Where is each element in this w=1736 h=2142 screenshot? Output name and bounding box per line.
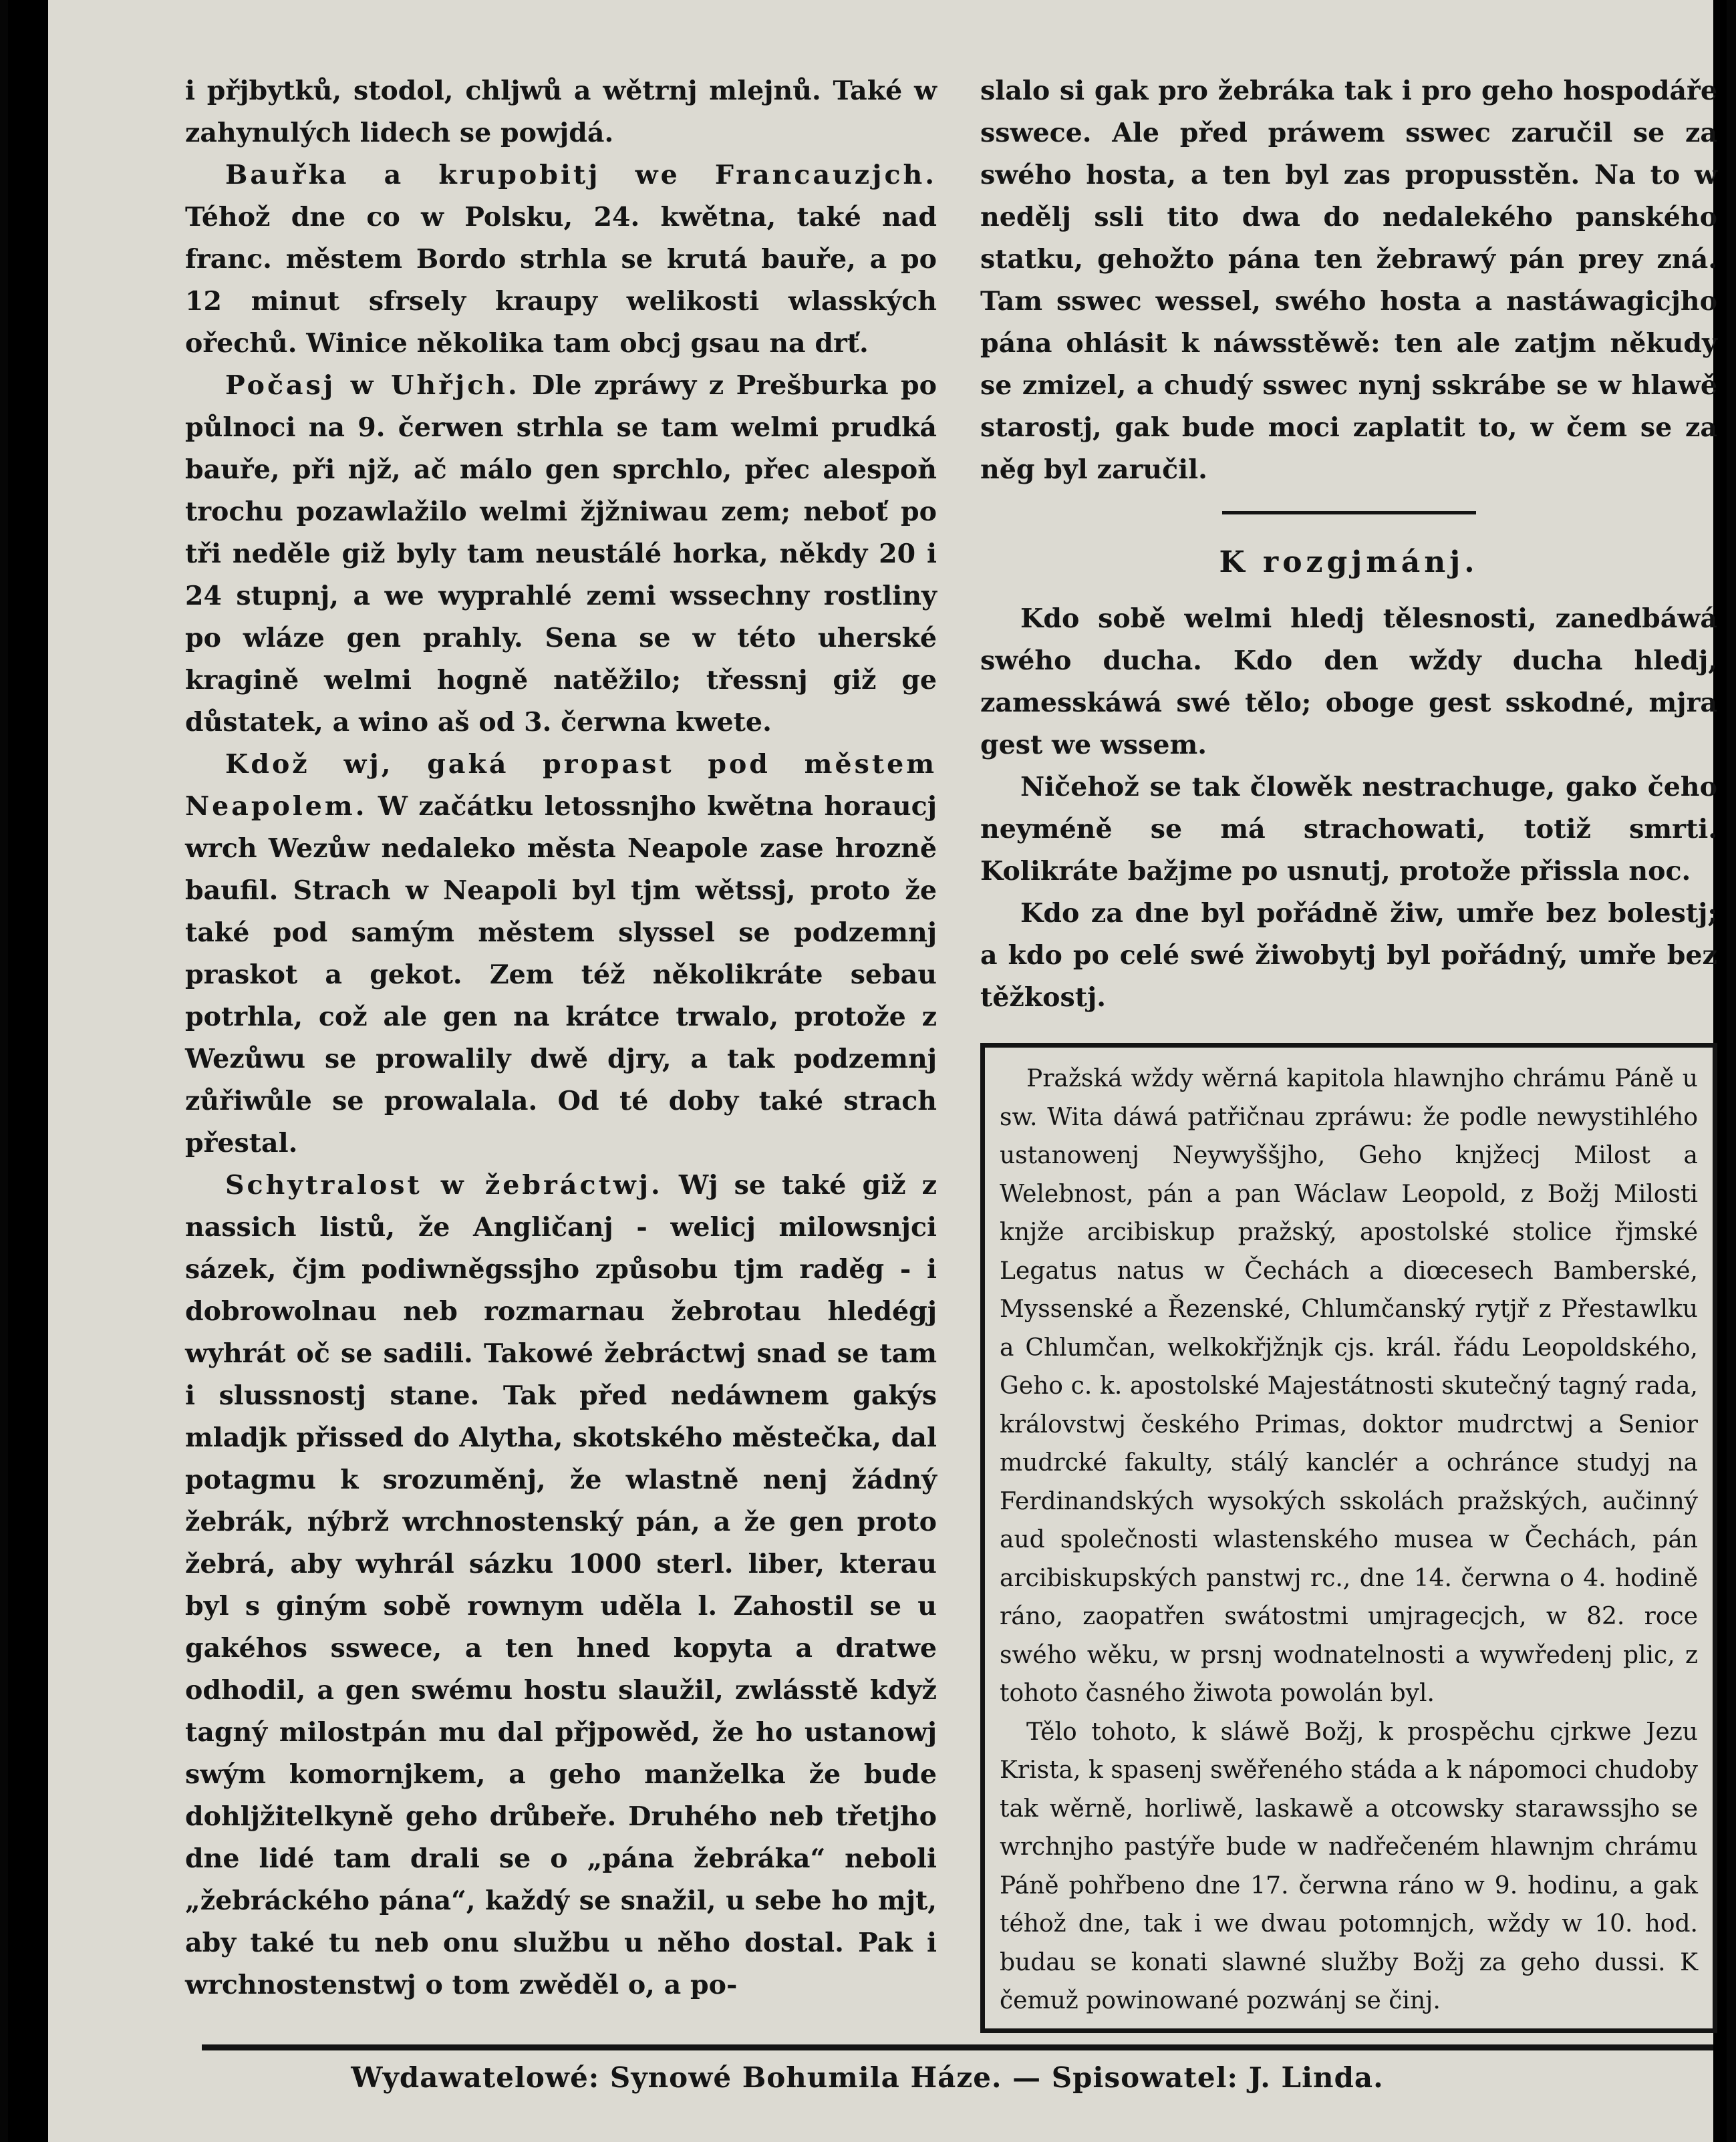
maxim-paragraph: Ničehož se tak člowěk nestrachuge, gako čeho neyméně se má strachowati, totiž smrti. Kolikráte bažjme po usnutj, protože přissla noc. [980,772,1717,887]
article-body: Téhož dne co w Polsku, 24. kwětna, také nad franc. městem Bordo strhla se krutá bauře, a po 12 minut sfrsely kraupy welikosti wlasských ořechů. Winice několika tam obcj gsau na drť. [185,202,937,359]
article-title: Kdož wj, gaká propast pod městem Neapolem. [185,749,937,822]
article-continuation: i přjbytků, stodol, chljwů a wětrnj mlejnů. Také w zahynulých lidech se powjdá. [185,75,937,148]
article-title: Bauřka a krupobitj we Francauzjch. [225,160,937,190]
section-title: K rozgjmánj. [1219,545,1479,579]
article-body: Wj se také giž z nassich listů, že Angličanj - welicj milowsnjci sázek, čjm podiwněgssjho způsobu tjm raděg - i dobrowolnau neb rozmarnau žebrotau hledégj wyhrát oč se sadili. Takowé žebráctwj snad se tam i slussnostj stane. Tak před nedáwnem gakýs mladjk přissed do Alytha, skotského městečka, dal potagmu k srozuměnj, že wlastně nenj žádný žebrák, nýbrž wrchnostenský pán, a že gen proto žebrá, aby wyhrál sázku 1000 sterl. liber, kterau byl s giným sobě rownym uděla l. Zahostil se u gakéhos sswece, a ten hned kopyta a dratwe odhodil, a gen swému hostu slaužil, zwlásstě když tagný milostpán mu dal přjpowěd, že ho ustanowj swým komornjkem, a geho manželka že bude dohljžitelkyně geho drůbeře. Druhého neb třetjho dne lidé tam drali se o „pána žebráka“ neboli „žebráckého pána“, každý se snažil, u sebe ho mjt, aby také tu neb onu službu u něho dostal. Pak i wrchnostenstwj o tom zwěděl o, a po- [185,1170,937,2000]
left-column [185,70,937,2006]
article-naples [185,744,937,1165]
article-storm-france [185,154,937,365]
article-body: W začátku letossnjho kwětna horaucj wrch Wezůw nedaleko města Neapole zase hrozně baufil. Strach w Neapoli byl tjm wětssj, proto že také pod samým městem slyssel se podzemnj praskot a gekot. Zem též několikráte sebau potrhla, což ale gen na krátce trwalo, protože z Wezůwu se prowalily dwě djry, a tak podzemnj zůřiwůle se prowalala. Od té doby také strach přestal. [185,791,937,1159]
notice-paragraph: Tělo tohoto, k sláwě Božj, k prospěchu cjrkwe Jezu Krista, k spasenj swěřeného stáda a k nápomoci chudoby tak wěrně, horliwě, laskawě a otcowsky starawssjho se wrchnjho pastýře bude w nadřečeném hlawnjm chrámu Páně pohřbeno dne 17. čerwna ráno w 9. hodinu, a gak téhož dne, tak i we dwau potomnjch, wždy w 10. hod. budau se konati slawné služby Božj za geho dussi. K čemuž powinowané pozwánj se činj. [1000,1718,1698,2014]
notice-paragraph: Pražská wždy wěrná kapitola hlawnjho chrámu Páně u sw. Wita dáwá patřičnau zpráwu: že podle newystihlého ustanowenj Neywyššjho, Geho knjžecj Milost a Welebnost, pán a pan Wáclaw Leopold, z Božj Milosti knjže arcibiskup pražský, apostolské stolice řjmské Legatus natus w Čechách a diœcesech Bamberské, Myssenské a Řezenské, Chlumčanský rytjř z Přestawlku a Chlumčan, welkokřjžnjk cjs. král. řádu Leopoldského, Geho c. k. apostolské Majestátnosti skutečný tagný rada, královstwj českého Primas, doktor mudrctwj a Senior mudrcké fakulty, stálý kanclér a ochránce studyj na Ferdinandských wysokých sskolách pražských, aučinný aud společnosti wlastenského musea w Čechách, pán arcibiskupských panstwj rc., dne 14. čerwna o 4. hodině ráno, zaopatřen swátostmi umjragecjch, w 82. roce swého wěku, w prsnj wodnatelnosti a wywředenj plic, z tohoto časného žiwota powolán byl. [1000,1065,1698,1707]
article-weather-hungary [185,365,937,744]
newspaper-page [8,0,1727,2142]
article-body: Dle zpráwy z Prešburka po půlnoci na 9. čerwen strhla se tam welmi prudká bauře, při njž, ač málo gen sprchlo, přec alespoň trochu pozawlažilo welmi žjžniwau zem; neboť po tři neděle giž byly tam neustálé horka, někdy 20 i 24 stupnj, a we wyprahlé zemi wssechny rostliny po wláze gen prahly. Sena se w této uherské kragině welmi hogně natěžilo; třessnj giž ge důstatek, a wino aš od 3. čerwna kwete. [185,370,937,738]
bottom-rule [202,2044,1713,2050]
scan-edge-left [8,0,48,2142]
maxim-paragraph: Kdo za dne byl pořádně žiw, umře bez bolestj; a kdo po celé swé žiwobytj byl pořádný, umře bez těžkostj. [980,898,1717,1013]
article-title: Schytralost w žebráctwj. [225,1170,663,1201]
right-column [980,70,1717,2033]
obituary-notice-box [980,1043,1717,2033]
publisher-footer: Wydawatelowé: Synowé Bohumila Háze. — Spisowatel: J. Linda. [351,2061,1384,2094]
article-title: Počasj w Uhřjch. [225,370,520,401]
article-begging [185,1165,937,2006]
maxim-paragraph: Kdo sobě welmi hledj tělesnosti, zanedbáwá swého ducha. Kdo den wždy ducha hledj, zamesskáwá swé tělo; oboge gest sskodné, mjra gest we wssem. [980,603,1717,760]
article-continuation-right: slalo si gak pro žebráka tak i pro geho hospodáře sswece. Ale před práwem sswec zaručil se za swého hosta, a ten byl zas propusstěn. Na to w nedělj ssli tito dwa do nedalekého panského statku, gehožto pána ten žebrawý pán prey zná. Tam sswec wessel, swého hosta a nastáwagicjho pána ohlásit k náwsstěwě: ten ale zatjm někudy se zmizel, a chudý sswec nynj sskrábe se w hlawě starostj, gak bude moci zaplatit to, w čem se za něg byl zaručil. [980,75,1717,485]
section-divider [1222,511,1476,514]
